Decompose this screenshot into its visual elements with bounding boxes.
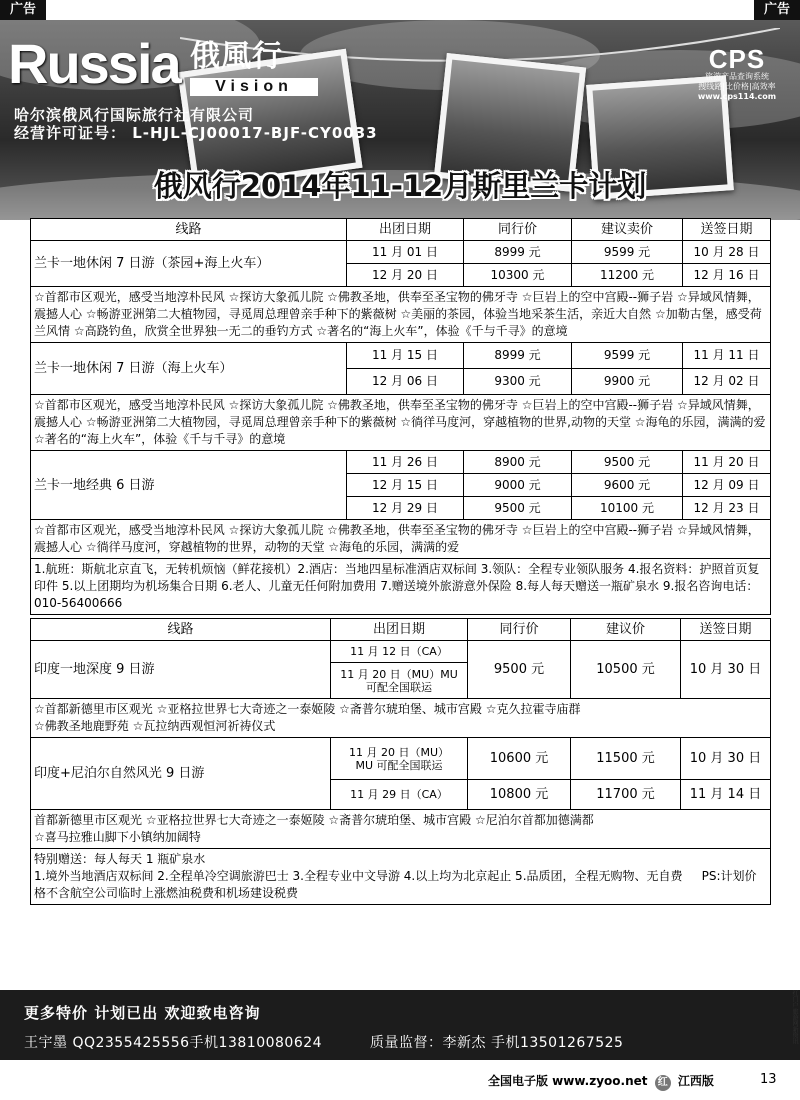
peer-price: 9000 元 xyxy=(464,474,572,497)
route-name: 印度一地深度 9 日游 xyxy=(31,641,331,699)
cps-title: CPS xyxy=(708,44,766,74)
terms xyxy=(31,849,771,905)
footer-contact: 王宇墨 QQ2355425556手机13810080624 xyxy=(24,1035,323,1051)
suggested-price: 9500 元 xyxy=(572,451,683,474)
departure-date: 11 月 15 日 xyxy=(347,343,464,369)
gift-line: 特别赠送：每人每天 1 瓶矿泉水 xyxy=(34,852,206,866)
logo-vision: Vision xyxy=(190,78,318,96)
visa-date: 10 月 28 日 xyxy=(683,241,771,264)
peer-price: 8999 元 xyxy=(464,241,572,264)
logo-cn: 俄風行 xyxy=(190,39,283,74)
col-header: 同行价 xyxy=(468,619,571,641)
departure-date xyxy=(331,738,468,780)
departure-date: 12 月 15 日 xyxy=(347,474,464,497)
highlight-line: ☆喜马拉雅山脚下小镇纳加阔特 xyxy=(34,830,201,844)
route-highlights: ☆首都市区观光，感受当地淳朴民风 ☆探访大象孤儿院 ☆佛教圣地，供奉至圣宝物的佛牙寺 ☆巨岩上的空中宫殿--狮子岩 ☆异域风情舞，震撼人心 ☆畅游亚洲第二大植物园，寻觅周总理曾亲手种下的紫薇树 ☆美丽的茶园，体验当地采茶生活，亲近大自然 ☆加勒古堡，感受荷兰风情 ☆高跷钓鱼，欣赏全世界独一无二的垂钓方式 ☆著名的“海上火车”，体验《千与千寻》的意境 xyxy=(31,287,771,343)
visa-date: 11 月 20 日 xyxy=(683,451,771,474)
suggested-price: 9599 元 xyxy=(572,343,683,369)
peer-price: 10800 元 xyxy=(468,780,571,810)
suggested-price: 10500 元 xyxy=(571,641,681,699)
visa-date: 10 月 30 日 xyxy=(681,738,771,780)
col-header: 出团日期 xyxy=(347,219,464,241)
date-line: 可配全国联运 xyxy=(366,680,432,694)
departure-date xyxy=(331,663,468,699)
suggested-price: 11700 元 xyxy=(571,780,681,810)
route-name: 兰卡一地休闲 7 日游（茶园+海上火车） xyxy=(31,241,347,287)
edition-info xyxy=(488,1072,714,1091)
suggested-price: 9900 元 xyxy=(572,369,683,395)
peer-price: 9500 元 xyxy=(464,497,572,520)
col-header: 建议价 xyxy=(571,619,681,641)
col-header: 送签日期 xyxy=(683,219,771,241)
terms-ps: PS:计划价格不含航空公司临时上涨燃油税费和机场建设税费 xyxy=(34,869,757,900)
cps-line: 旅游产品查询系统 xyxy=(705,72,769,81)
route-name: 兰卡一地休闲 7 日游（海上火车） xyxy=(31,343,347,395)
route-name: 兰卡一地经典 6 日游 xyxy=(31,451,347,520)
suggested-price: 11500 元 xyxy=(571,738,681,780)
side-text: 红门户旅游网新资讯 xyxy=(791,990,798,1044)
content xyxy=(30,218,770,980)
date-line: 11 月 20 日（MU）MU xyxy=(340,667,458,681)
route-highlights: ☆首都市区观光，感受当地淳朴民风 ☆探访大象孤儿院 ☆佛教圣地，供奉至圣宝物的佛牙寺 ☆巨岩上的空中宫殿--狮子岩 ☆异域风情舞，震撼人心 ☆畅游亚洲第二大植物园，寻觅周总理曾亲手种下的紫薇树 ☆徜徉马度河，穿越植物的世界,动物的天堂 ☆海龟的乐园，满满的爱 ☆著名的“海上火车”，体验《千与千寻》的意境 xyxy=(31,395,771,451)
sri-lanka-table xyxy=(30,218,771,615)
visa-date: 12 月 09 日 xyxy=(683,474,771,497)
suggested-price: 11200 元 xyxy=(572,264,683,287)
logo-russia: Russia xyxy=(8,32,180,95)
route-name: 印度+尼泊尔自然风光 9 日游 xyxy=(31,738,331,810)
terms-line: 1.境外当地酒店双标间 2.全程单冷空调旅游巴士 3.全程专业中文导游 4.以上均为北京起止 5.品质团，全程无购物、无自费 xyxy=(34,869,683,883)
departure-date: 11 月 29 日（CA） xyxy=(331,780,468,810)
footer-supervisor: 质量监督：李新杰 手机13501267525 xyxy=(370,1035,624,1051)
suggested-price: 10100 元 xyxy=(572,497,683,520)
cps-logo xyxy=(684,46,790,102)
peer-price: 10300 元 xyxy=(464,264,572,287)
terms: 1.航班：斯航北京直飞，无转机烦恼（鲜花接机）2.酒店：当地四星标准酒店双标间 3.领队：全程专业领队服务 4.报名资料：护照首页复印件 5.以上团期均为机场集合日期 6.老人、儿童无任何附加费用 7.赠送境外旅游意外保险 8.每人每天赠送一瓶矿泉水 9.报名咨询电话：010-56400666 xyxy=(31,559,771,615)
edition-region: 江西版 xyxy=(677,1074,714,1088)
route-highlights xyxy=(31,699,771,738)
col-header: 线路 xyxy=(31,619,331,641)
col-header: 同行价 xyxy=(464,219,572,241)
route-highlights: ☆首都市区观光，感受当地淳朴民风 ☆探访大象孤儿院 ☆佛教圣地，供奉至圣宝物的佛牙寺 ☆巨岩上的空中宫殿--狮子岩 ☆异域风情舞，震撼人心 ☆徜徉马度河，穿越植物的世界，动物的天堂 ☆海龟的乐园，满满的爱 xyxy=(31,520,771,559)
visa-date: 12 月 16 日 xyxy=(683,264,771,287)
departure-date: 11 月 01 日 xyxy=(347,241,464,264)
departure-date: 11 月 26 日 xyxy=(347,451,464,474)
india-nepal-table xyxy=(30,618,771,905)
visa-date: 10 月 30 日 xyxy=(681,641,771,699)
visa-date: 11 月 14 日 xyxy=(681,780,771,810)
departure-date: 12 月 29 日 xyxy=(347,497,464,520)
visa-date: 11 月 11 日 xyxy=(683,343,771,369)
page-number: 13 xyxy=(760,1072,777,1087)
hong-logo-icon: 红 xyxy=(655,1075,671,1091)
suggested-price: 9600 元 xyxy=(572,474,683,497)
date-line: MU 可配全国联运 xyxy=(355,758,443,772)
ad-label-right: 广告 xyxy=(754,0,800,20)
highlight-line: 首都新德里市区观光 ☆亚格拉世界七大奇迹之一泰姬陵 ☆斋普尔琥珀堡、城市宫殿 ☆尼泊尔首都加德满都 xyxy=(34,813,594,827)
departure-date: 12 月 20 日 xyxy=(347,264,464,287)
page-title: 俄风行2014年11-12月斯里兰卡计划 xyxy=(153,169,647,203)
col-header: 送签日期 xyxy=(681,619,771,641)
route-highlights xyxy=(31,810,771,849)
edition-url: 全国电子版 www.zyoo.net xyxy=(488,1074,648,1088)
highlight-line: ☆佛教圣地鹿野苑 ☆瓦拉纳西观恒河祈祷仪式 xyxy=(34,719,276,733)
suggested-price: 9599 元 xyxy=(572,241,683,264)
ad-label-left: 广告 xyxy=(0,0,46,20)
peer-price: 9500 元 xyxy=(468,641,571,699)
license-number: 经营许可证号： L-HJL-CJ00017-BJF-CY0033 xyxy=(14,124,378,142)
departure-date: 12 月 06 日 xyxy=(347,369,464,395)
peer-price: 8999 元 xyxy=(464,343,572,369)
highlight-line: ☆首都新德里市区观光 ☆亚格拉世界七大奇迹之一泰姬陵 ☆斋普尔琥珀堡、城市宫殿 ☆克久拉霍寺庙群 xyxy=(34,702,581,716)
cps-line: 搜线路|比价格|高效率 xyxy=(698,82,776,91)
peer-price: 8900 元 xyxy=(464,451,572,474)
peer-price: 9300 元 xyxy=(464,369,572,395)
cps-url: www.cps114.com xyxy=(697,92,777,101)
col-header: 建议卖价 xyxy=(572,219,683,241)
date-line: 11 月 20 日（MU） xyxy=(348,745,450,759)
visa-date: 12 月 02 日 xyxy=(683,369,771,395)
company-name: 哈尔滨俄风行国际旅行社有限公司 xyxy=(14,106,255,124)
visa-date: 12 月 23 日 xyxy=(683,497,771,520)
footer-slogan: 更多特价 计划已出 欢迎致电咨询 xyxy=(24,1004,261,1022)
col-header: 线路 xyxy=(31,219,347,241)
departure-date: 11 月 12 日（CA） xyxy=(331,641,468,663)
col-header: 出团日期 xyxy=(331,619,468,641)
peer-price: 10600 元 xyxy=(468,738,571,780)
